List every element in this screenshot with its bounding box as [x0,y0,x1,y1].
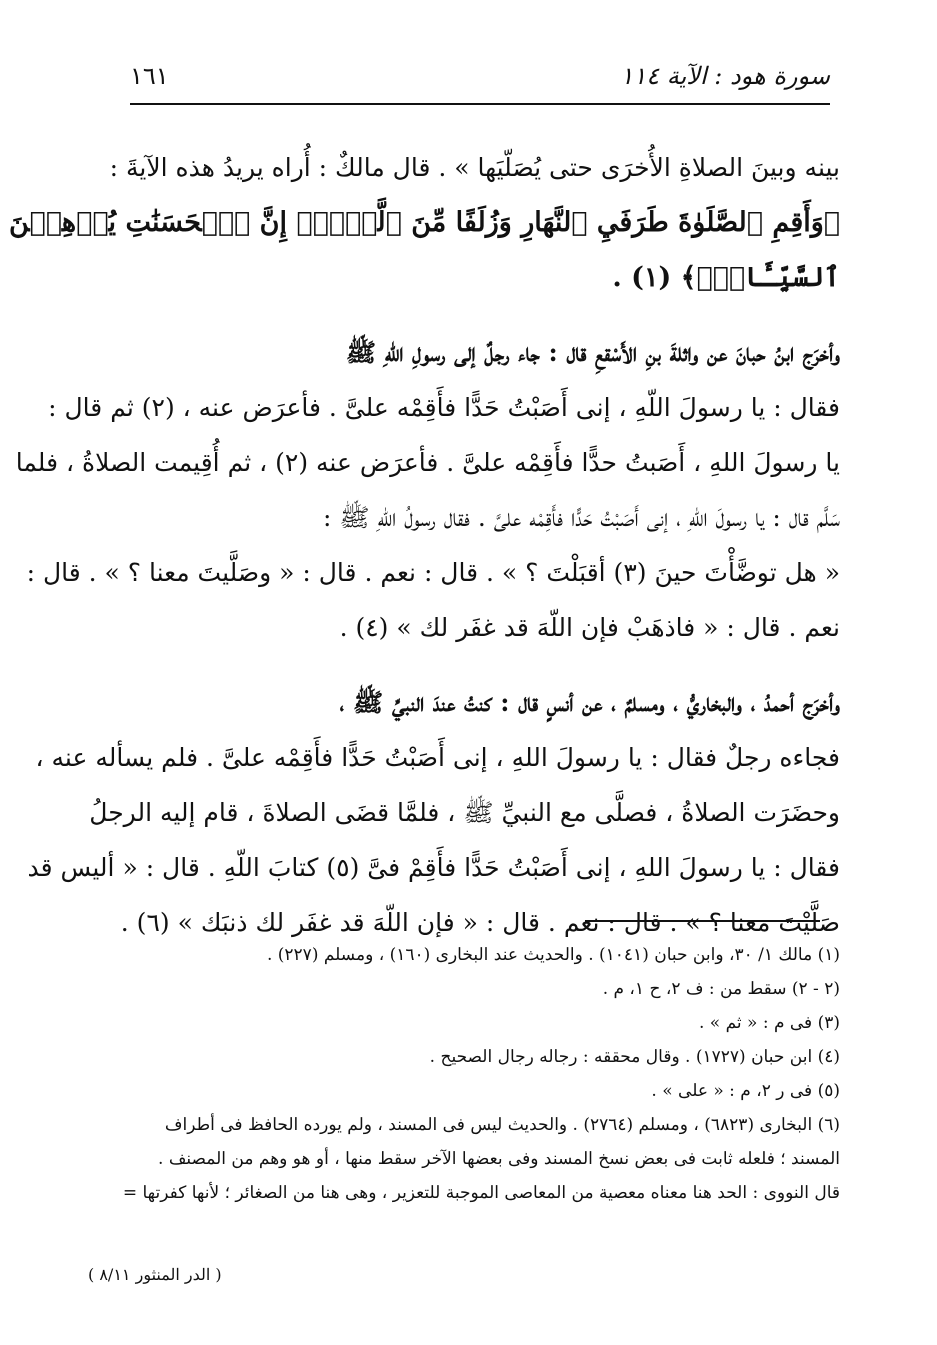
footnote-line: المسند ؛ فلعله ثابت فى بعض نسخ المسند وفى بعضها الآخر سقط منها ، أو هو وهم من المصنف . [158,1149,840,1169]
text-line: يا رسولَ اللهِ ، أَصَبتُ حدًّا فأَقِمْه علىَّ . فأعرَض عنه (٢) ، ثم أُقِيمت الصلاةُ ، فلما [15,448,840,477]
text-line: فقال : يا رسولَ اللّهِ ، إنى أَصَبْتُ حَدًّا فأَقِمْه علىَّ . فأعرَض عنه ، (٢) ثم قال : [48,393,840,422]
footnotes [118,938,840,1210]
footnote-line: (٦) البخارى (٦٨٢٣) ، ومسلم (٢٧٦٤) . والحديث ليس فى المسند ، ولم يورده الحافظ فى أطراف [164,1115,840,1135]
text-line: بينه وبينَ الصلاةِ الأُخرَى حتى يُصَلّيَها » . قال مالكٌ : أُراه يريدُ هذه الآيةَ : [109,153,840,182]
footnote-line: (١) مالك ١/ ٣٠، وابن حبان (١٠٤١) . والحديث عند البخارى (١٦٠) ، ومسلم (٢٢٧) . [266,945,840,965]
text-line: نعم . قال : « فاذهَبْ فإن اللّهَ قد غفَر لك » (٤) . [339,613,840,642]
text-line: وحضَرَت الصلاةُ ، فصلَّى مع النبيِّ ﷺ ، فلمَّا قضَى الصلاةَ ، قام إليه الرجلُ [89,798,840,827]
text-line: سَلَّم قال : يا رسولَ اللهِ ، إنى أَصَبْتُ حَدًّا فأَقِمْه علىَّ . فقال رسولُ اللهِ ﷺ : [323,503,840,532]
source-reference: ( الدر المنثور ٨/١١ ) [88,1265,222,1284]
paragraph-gap [118,305,840,325]
footnote-rule [585,920,820,922]
surah-title: سورة هود : الآية ١١٤ [620,62,830,90]
footnote-line: (٣) فى م : « ثم » . [698,1013,840,1033]
paragraph-gap [118,655,840,675]
footnote-line: قال النووى : الحد هنا معناه معصية من المعاصى الموجبة للتعزير ، وهى هنا من الصغائر ؛ لأنها كفرتها = [122,1183,840,1203]
quran-verse-line: ٱلسَّيِّـَٔاتِۚ﴾ (١) . [612,262,840,293]
text-line: وأخرَج ابنُ حبانَ عن واثلةَ بنِ الأَسْقعِ قال : جاء رجلٌ إلى رسولِ اللهِ ﷺ [345,338,840,367]
page-number: ١٦١ [130,62,169,90]
text-line: « هل توضَّأْتَ حينَ (٣) أقبَلْتَ ؟ » . قال : نعم . قال : « وصَلَّيتَ معنا ؟ » . قال : [26,558,840,587]
main-text [8,140,840,950]
quran-verse-line: ﴿وَأَقِمِ ٱلصَّلَوٰةَ طَرَفَيِ ٱلنَّهَارِ وَزُلَفًا مِّنَ ٱلَّيۡلِۚ إِنَّ ٱلۡحَسَنَٰتِ يُذۡهِبۡنَ [8,207,840,238]
page-header [130,58,830,98]
footnote-line: (٢ - ٢) سقط من : ف ٢، ح ١، م . [602,979,840,999]
text-line: صَلَّيْتَ معنا ؟ » . قال : نعم . قال : « فإن اللّهَ قد غفَر لك ذنبَك » (٦) . [120,908,840,937]
text-line: فجاءه رجلٌ فقال : يا رسولَ اللهِ ، إنى أَصَبْتُ حَدًّا فأَقِمْه علىَّ . فلم يسأله عنه ، [35,743,840,772]
text-line: فقال : يا رسولَ اللهِ ، إنى أَصَبْتُ حَدًّا فأَقِمْ فىَّ (٥) كتابَ اللّهِ . قال : « أليس قد [27,853,840,882]
footnote-line: (٤) ابن حبان (١٧٢٧) . وقال محققه : رجاله رجال الصحيح . [429,1047,840,1067]
header-rule [130,103,830,105]
footnote-line: (٥) فى ر ٢، م : « على » . [651,1081,840,1101]
text-line: وأخرَج أحمدُ ، والبخاريُّ ، ومسلمٌ ، عن أنسٍ قال : كنتُ عندَ النبيِّ ﷺ ، [339,688,840,717]
